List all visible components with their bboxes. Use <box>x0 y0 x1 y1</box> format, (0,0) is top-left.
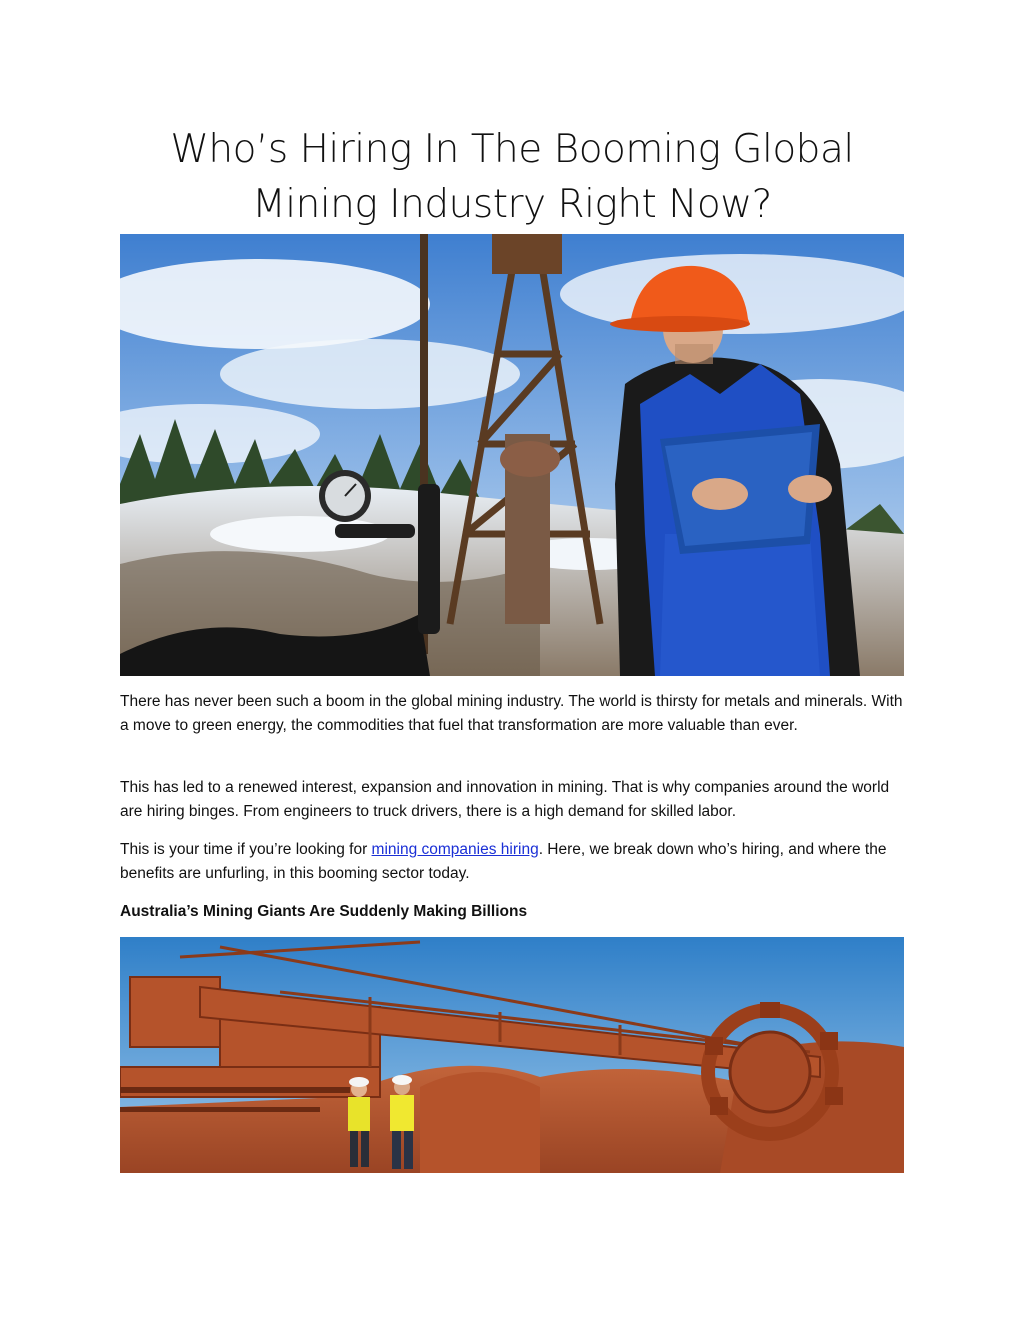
section-heading: Australia’s Mining Giants Are Suddenly Making Billions <box>120 903 528 920</box>
mine-photo-bucket-wheel <box>120 937 904 1173</box>
article-title-line1: Who’s Hiring In The Booming Global <box>170 127 854 172</box>
mining-companies-hiring-link[interactable]: mining companies hiring <box>371 841 539 858</box>
hiring-paragraph-tail: . Here, we break down who’s hiring, and where the benefits are unfurling, in this booming sector today. <box>120 841 887 882</box>
article-title-line2: Mining Industry Right Now? <box>252 182 772 227</box>
intro-paragraph: There has never been such a boom in the global mining industry. The world is thirsty for metals and minerals. With a move to green energy, the commodities that fuel that transformation are more valuable than ever. <box>120 693 903 734</box>
expansion-paragraph: This has led to a renewed interest, expansion and innovation in mining. That is why companies around the world are hiring binges. From engineers to truck drivers, there is a high demand for skilled labor. <box>120 779 890 820</box>
hero-photo-oil-rig-worker <box>120 234 904 676</box>
hiring-paragraph-lead: This is your time if you’re looking for <box>120 841 372 858</box>
article-title <box>120 122 904 232</box>
hiring-paragraph <box>120 838 904 886</box>
